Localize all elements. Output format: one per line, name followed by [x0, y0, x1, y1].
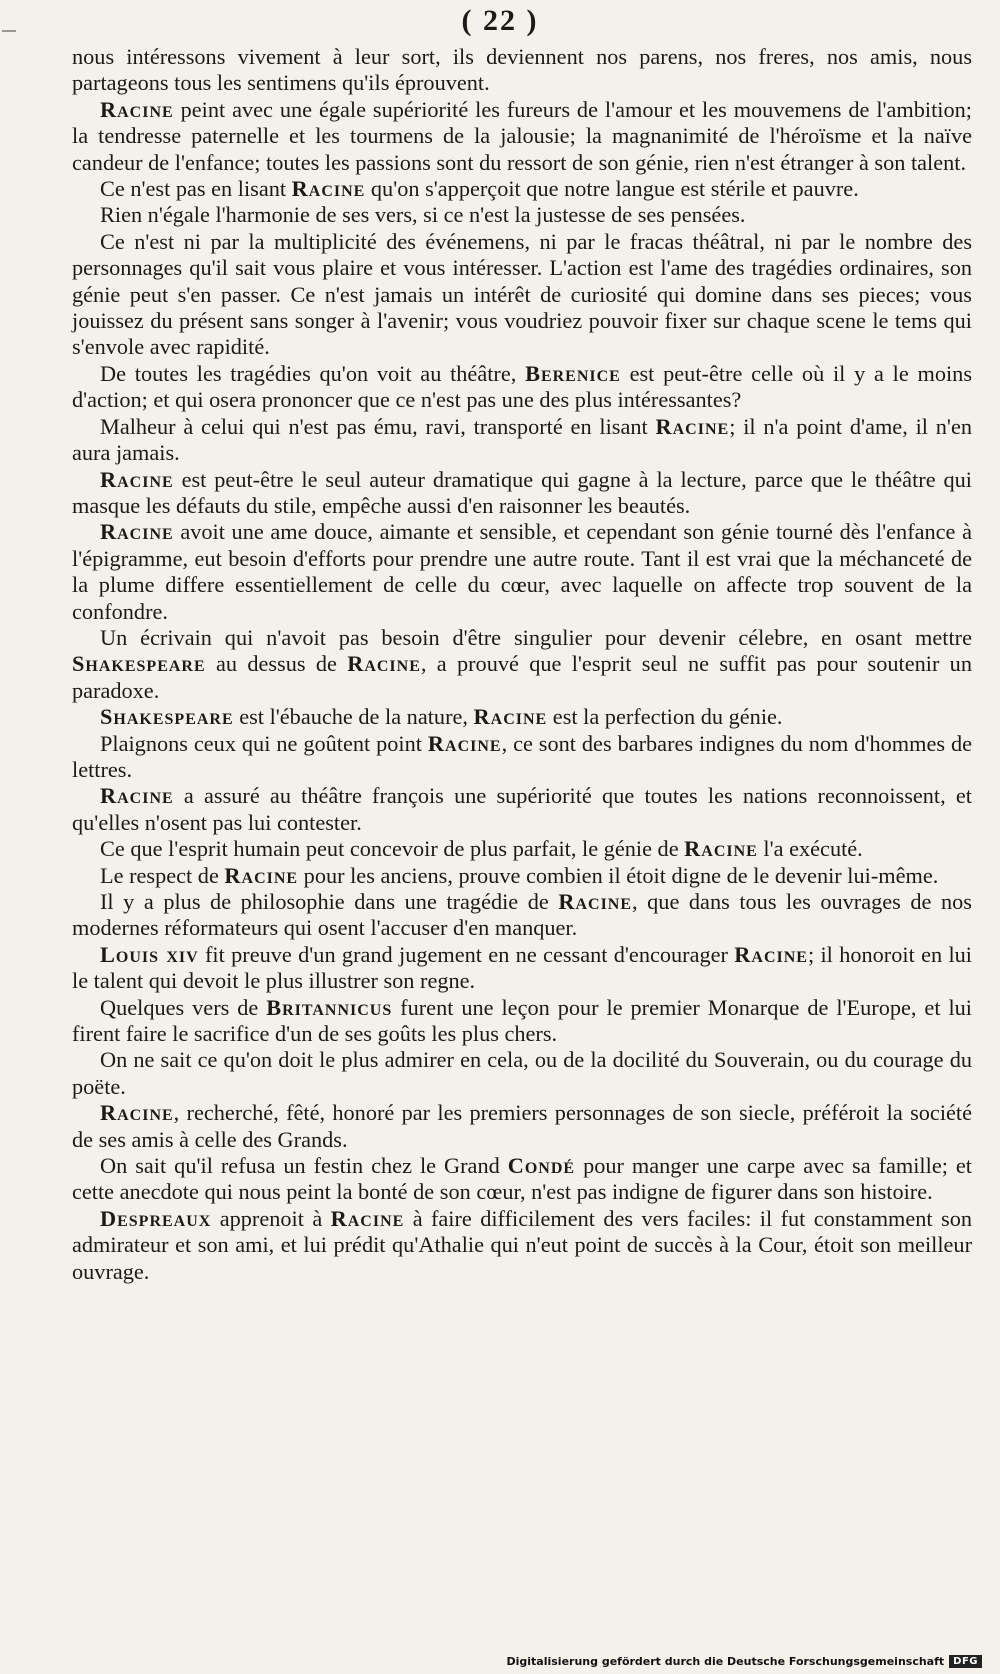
paragraph	[72, 414, 972, 467]
small-caps-name: Racine	[100, 1100, 174, 1126]
small-caps-name: Racine	[473, 704, 548, 730]
text-run: peint avec une égale supériorité les fureurs de l'amour et les mouvemens de l'ambition; la tendresse paternelle et les tourmens de la jalousie; la magnanimité de l'héroïsme et la naïve candeur de l'enfance; toutes les passions sont du ressort de son génie, rien n'est étranger à son talent.	[72, 96, 972, 175]
paragraph	[72, 229, 972, 361]
small-caps-name: Racine	[224, 862, 299, 888]
small-caps-name: Despreaux	[100, 1205, 212, 1231]
paragraph	[72, 1206, 972, 1285]
text-run: pour manger une carpe avec sa famille; et cette anecdote qui nous peint la bonté de son cœur, n'est pas indigne de figurer dans son histoire.	[72, 1153, 972, 1205]
small-caps-name: Racine	[291, 176, 366, 202]
text-run: Plaignons ceux qui ne goûtent point	[100, 730, 428, 756]
small-caps-name: Shakespeare	[100, 704, 234, 730]
page-number: ( 22 )	[461, 4, 539, 37]
text-run: nous intéressons vivement à leur sort, ils deviennent nos parens, nos freres, nos amis, nous partageons tous les sentimens qu'ils éprouvent.	[72, 44, 972, 96]
text-run: Le respect de	[100, 862, 225, 888]
paragraph	[72, 731, 972, 784]
small-caps-name: Louis xiv	[100, 941, 199, 967]
text-run: est peut-être celle où il y a le moins d'action; et qui osera prononcer que ce n'est pas une des plus intéressantes?	[72, 360, 973, 413]
text-run: fit preuve d'un grand jugement en ne cessant d'encourager	[198, 941, 735, 967]
small-caps-name: Racine	[734, 941, 808, 967]
text-run: , ce sont des barbares indignes du nom d'hommes de lettres.	[72, 730, 973, 782]
text-run: est la perfection du génie.	[547, 704, 783, 730]
small-caps-name: Condé	[507, 1153, 576, 1179]
small-caps-name: Berenice	[525, 360, 621, 386]
text-run: , a prouvé que l'esprit seul ne suffit pas pour soutenir un paradoxe.	[72, 651, 972, 703]
text-run: pour les anciens, prouve combien il étoit digne de le devenir lui-même.	[298, 862, 939, 888]
small-caps-name: Racine	[100, 519, 174, 545]
text-run: apprenoit à	[211, 1205, 331, 1231]
text-run: est l'ébauche de la nature,	[233, 704, 474, 730]
text-run: Quelques vers de	[100, 994, 267, 1020]
text-run: est peut-être le seul auteur dramatique qui gagne à la lecture, parce que le théâtre qui masque les défauts du stile, empêche aussi d'en raisonner les beautés.	[72, 466, 972, 518]
text-run: De toutes les tragédies qu'on voit au théâtre,	[100, 360, 526, 386]
dfg-logo: DFG	[949, 1655, 982, 1668]
paragraph	[72, 467, 972, 520]
text-run: Rien n'égale l'harmonie de ses vers, si ce n'est la justesse de ses pensées.	[100, 202, 746, 228]
text-run: au dessus de	[205, 651, 348, 677]
paragraph	[72, 995, 972, 1048]
text-run: , que dans tous les ouvrages de nos modernes réformateurs qui osent l'accuser d'en manquer.	[72, 889, 972, 941]
paragraph	[72, 1047, 972, 1100]
small-caps-name: Shakespeare	[72, 651, 206, 677]
footer	[506, 1655, 982, 1668]
small-caps-name: Racine	[427, 730, 502, 756]
paragraph	[72, 44, 972, 97]
text-run: On ne sait ce qu'on doit le plus admirer en cela, ou de la docilité du Souverain, ou du courage du poëte.	[72, 1047, 972, 1099]
text-run: avoit une ame douce, aimante et sensible, et cependant son génie tourné dès l'enfance à l'épigramme, eut besoin d'efforts pour prendre une autre route. Tant il est vrai que la méchanceté de la plume differe essentiellement de celle du cœur, avec laquelle on affecte trop souvent de la confondre.	[72, 519, 972, 624]
small-caps-name: Racine	[655, 413, 730, 439]
paragraph	[72, 836, 972, 862]
text-run: On sait qu'il refusa un festin chez le Grand	[100, 1153, 508, 1179]
paragraph	[72, 1153, 972, 1206]
paragraph	[72, 97, 972, 176]
small-caps-name: Racine	[100, 466, 174, 492]
text-run: Il y a plus de philosophie dans une tragédie de	[100, 889, 559, 914]
small-caps-name: Racine	[100, 96, 174, 122]
small-caps-name: Racine	[684, 836, 758, 862]
small-caps-name: Britannicus	[266, 994, 393, 1020]
text-run: l'a exécuté.	[757, 836, 863, 862]
footer-credit: Digitalisierung gefördert durch die Deutsche Forschungsgemeinschaft	[506, 1655, 945, 1668]
small-caps-name: Racine	[330, 1205, 405, 1231]
text-run: , recherché, fêté, honoré par les premiers personnages de son siecle, préféroit la société de ses amis à celle des Grands.	[72, 1100, 972, 1152]
small-caps-name: Racine	[347, 651, 421, 677]
text-run: ; il n'a point d'ame, il n'en aura jamais.	[72, 413, 972, 466]
paragraph	[72, 942, 972, 995]
text-run: Malheur à celui qui n'est pas ému, ravi, transporté en lisant	[100, 413, 656, 439]
paragraph	[72, 889, 972, 942]
text-run: Ce n'est pas en lisant	[100, 176, 292, 202]
text-run: Ce que l'esprit humain peut concevoir de plus parfait, le génie de	[100, 836, 685, 862]
paragraph	[72, 519, 972, 625]
small-caps-name: Racine	[100, 783, 174, 809]
text-run: à faire difficilement des vers faciles: il fut constamment son admirateur et son ami, et lui prédit qu'Athalie qui n'eut point de succès à la Cour, étoit son meilleur ouvrage.	[72, 1205, 972, 1284]
paragraph	[72, 625, 972, 704]
paragraph	[72, 361, 972, 414]
paragraph	[72, 783, 972, 836]
text-run: a assuré au théâtre françois une supériorité que toutes les nations reconnoissent, et qu'elles n'osent pas lui contester.	[72, 783, 972, 835]
paragraph	[72, 704, 972, 730]
text-run: qu'on s'apperçoit que notre langue est stérile et pauvre.	[365, 176, 859, 202]
text-run: Un écrivain qui n'avoit pas besoin d'être singulier pour devenir célebre, en osant mettre	[100, 624, 972, 650]
paragraph	[72, 202, 972, 228]
small-caps-name: Racine	[558, 889, 633, 914]
body-text	[72, 44, 972, 1285]
paragraph	[72, 863, 972, 889]
text-run: ; il honoroit en lui le talent qui devoit le plus illustrer son regne.	[72, 941, 972, 994]
paragraph	[72, 1100, 972, 1153]
text-run: furent une leçon pour le premier Monarque de l'Europe, et lui firent faire le sacrifice d'un de ses goûts les plus chers.	[72, 994, 972, 1047]
paragraph	[72, 176, 972, 202]
text-run: Ce n'est ni par la multiplicité des événemens, ni par le fracas théâtral, ni par le nombre des personnages qu'il sait vous plaire et vous intéresser. L'action est l'ame des tragédies ordinaires, son génie peut s'en passer. Ce n'est jamais un intérêt de curiosité qui domine dans ses pieces; vous jouissez du présent sans songer à l'avenir; vous voudriez pouvoir fixer sur chaque scene le tems qui s'envole avec rapidité.	[72, 228, 972, 360]
